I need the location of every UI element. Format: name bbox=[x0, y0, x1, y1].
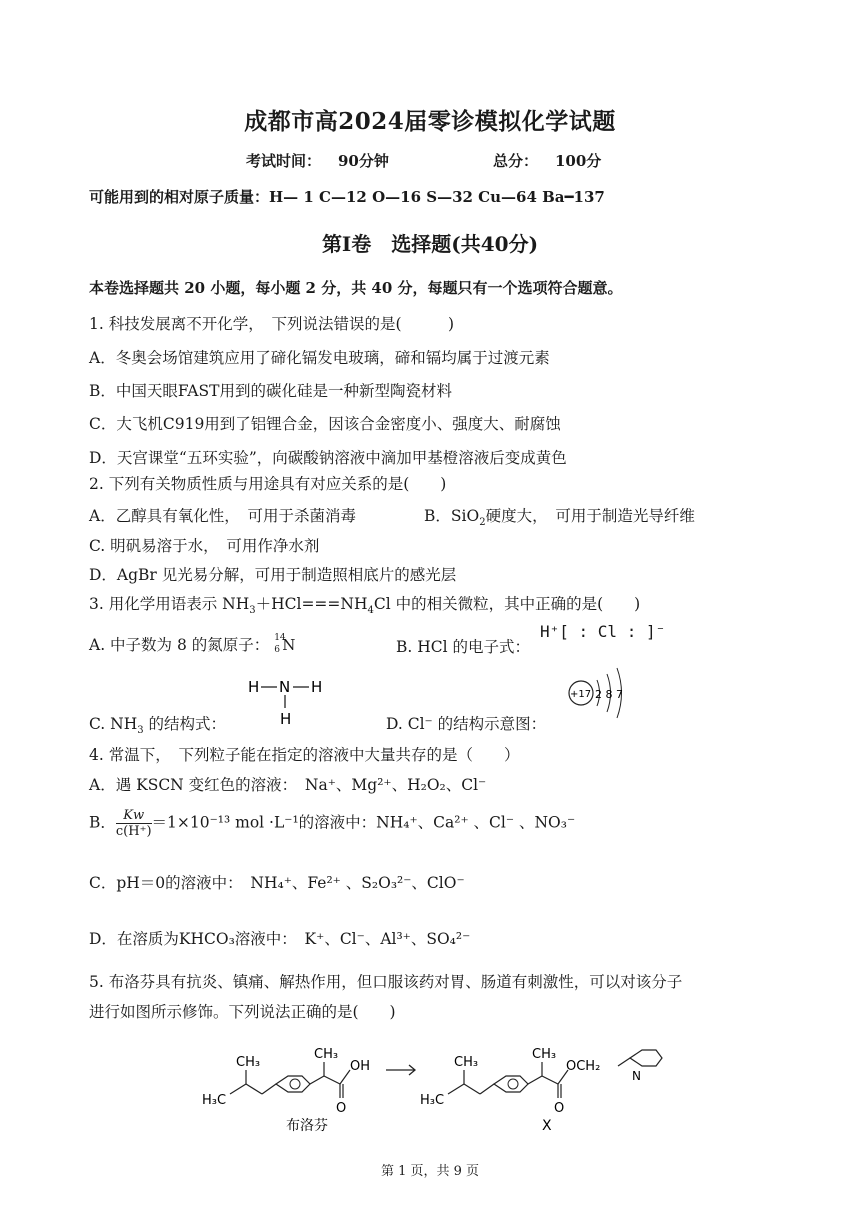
struct-n: N bbox=[279, 678, 291, 696]
q1-option-c: C．大飞机C919用到了铝锂合金，因该合金密度小、强度大、耐腐蚀 bbox=[89, 415, 561, 433]
q4-option-a: A．遇 KSCN 变红色的溶液： Na⁺、Mg²⁺、H₂O₂、Cl⁻ bbox=[89, 776, 487, 794]
nucleus-charge: +17 bbox=[570, 689, 592, 700]
struct-h-right: H bbox=[311, 678, 323, 696]
ibuprofen-oh: OH bbox=[350, 1059, 371, 1074]
ibuprofen-structure bbox=[196, 1030, 396, 1138]
q2-option-d: D．AgBr 见光易分解，可用于制造照相底片的感光层 bbox=[89, 566, 457, 584]
q3-stem: 3. 用化学用语表示 $NH_3+HCl===NH_4Cl$ 中的相关微粒，其中正确的是( ) bbox=[89, 595, 641, 617]
exam-time-label: 考试时间： bbox=[246, 152, 322, 170]
q4-option-c: C．pH＝0的溶液中： NH₄⁺、Fe²⁺ 、S₂O₃²⁻、ClO⁻ bbox=[89, 874, 465, 892]
ibuprofen-ch3-b: CH₃ bbox=[314, 1047, 339, 1062]
x-ch3-b: CH₃ bbox=[532, 1047, 557, 1062]
section-instructions: 本卷选择题共 20 小题，每小题 2 分，共 40 分，每题只有一个选项符合题意。 bbox=[89, 279, 623, 297]
x-n: N bbox=[632, 1069, 641, 1083]
electron-shells: 2 8 7 bbox=[595, 688, 623, 701]
total-score-label: 总分： bbox=[493, 152, 539, 170]
q2-option-c: C. 明矾易溶于水， 可用作净水剂 bbox=[89, 537, 320, 555]
q4-stem: 4. 常温下， 下列粒子能在指定的溶液中大量共存的是（ ） bbox=[89, 746, 520, 764]
hcl-electron-formula: H⁺[ : Cl : ]⁻ bbox=[540, 622, 666, 641]
q1-option-b: B．中国天眼FAST用到的碳化硅是一种新型陶瓷材料 bbox=[89, 382, 452, 400]
page-footer: 第 1 页，共 9 页 bbox=[380, 1164, 480, 1179]
ibuprofen-ch3-a: CH₃ bbox=[236, 1055, 261, 1070]
nh3-structural-formula bbox=[244, 672, 334, 728]
q4-option-d: D．在溶质为KHCO₃溶液中： K⁺、Cl⁻、Al³⁺、SO₄²⁻ bbox=[89, 930, 471, 948]
q2-option-b: B．SiO$_2$硬度大， 可用于制造光导纤维 bbox=[424, 507, 695, 529]
q3-option-c: C. $NH_3$ 的结构式： bbox=[89, 715, 227, 737]
product-x-structure bbox=[414, 1026, 674, 1138]
ibuprofen-o: O bbox=[336, 1101, 347, 1116]
x-o: O bbox=[554, 1101, 565, 1116]
q3-option-a: A. 中子数为 8 的氮原子： 14 6 N bbox=[89, 633, 296, 655]
product-x-label: X bbox=[542, 1118, 552, 1134]
q1-stem: 1. 科技发展离不开化学， 下列说法错误的是( ) bbox=[89, 315, 455, 333]
ibuprofen-label: 布洛芬 bbox=[286, 1118, 328, 1134]
section-title: 第Ⅰ卷 选择题(共40分) bbox=[321, 232, 539, 256]
q2-option-a: A．乙醇具有氧化性， 可用于杀菌消毒 bbox=[89, 507, 356, 525]
x-h3c: H₃C bbox=[420, 1093, 445, 1108]
kw-fraction: $\frac{Kw}{c(H^+)}$ bbox=[115, 808, 152, 839]
q1-option-a: A．冬奥会场馆建筑应用了碲化镉发电玻璃，碲和镉均属于过渡元素 bbox=[89, 349, 550, 367]
q4-option-b: B． $\frac{Kw}{c(H^+)}$ ＝1×10⁻¹³ mol ·L⁻¹的溶液中：NH₄⁺、Ca²⁺ 、Cl⁻ 、NO₃⁻ bbox=[89, 808, 576, 839]
struct-h-left: H bbox=[248, 678, 260, 696]
q5-stem-line2: 进行如图所示修饰。下列说法正确的是( ) bbox=[89, 1003, 396, 1021]
nitrogen-isotope-symbol: 14 6 N bbox=[274, 633, 296, 655]
q3-option-b: B. HCl 的电子式： bbox=[396, 638, 531, 656]
struct-h-bottom: H bbox=[280, 710, 292, 728]
x-ch3-a: CH₃ bbox=[454, 1055, 479, 1070]
q1-option-d: D．天宫课堂“五环实验”，向碳酸钠溶液中滴加甲基橙溶液后变成黄色 bbox=[89, 449, 567, 467]
q3-option-d: D. Cl⁻ 的结构示意图： bbox=[386, 715, 547, 733]
chloride-structure-diagram bbox=[565, 662, 637, 728]
atomic-masses: 可能用到的相对原子质量：H— 1 C—12 O—16 S—32 Cu—64 Ba━137 bbox=[89, 188, 605, 206]
page-title: 成都市高2024届零诊模拟化学试题 bbox=[244, 108, 616, 135]
total-score-value: 100分 bbox=[555, 152, 602, 170]
q5-stem-line1: 5. 布洛芬具有抗炎、镇痛、解热作用，但口服该药对胃、肠道有刺激性，可以对该分子 bbox=[89, 973, 683, 991]
exam-time-value: 90分钟 bbox=[338, 152, 389, 170]
q2-stem: 2. 下列有关物质性质与用途具有对应关系的是( ) bbox=[89, 475, 447, 493]
x-och2: OCH₂ bbox=[566, 1059, 601, 1074]
ibuprofen-h3c: H₃C bbox=[202, 1093, 227, 1108]
